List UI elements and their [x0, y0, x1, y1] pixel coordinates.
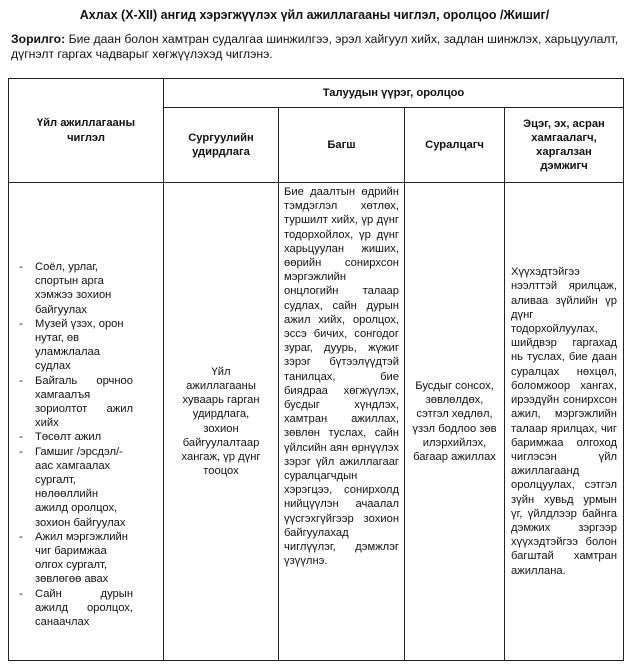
activity-item: - Соёл, урлаг, спортын арга хэмжээ зохион байгуулах: [35, 260, 133, 317]
activity-item: - Гамшиг /эрсдэл/-аас хамгаалах сургалт, нөлөөллийн ажилд оролцох, зохион байгуулах: [35, 445, 133, 530]
activity-item: - Сайн дурын ажилд оролцох, санаачлах: [35, 587, 133, 630]
header-activity: Үйл ажиллагааны чиглэл: [9, 79, 164, 183]
activity-item: - Байгаль орчноо хамгаалъя зориолтот ажил хийх: [35, 374, 133, 431]
goal-text: Бие даан болон хамтран судалгаа шинжилгээ, эрэл хайгуул хийх, задлан шинжлэх, харьцуулалт, дүгнэлт гаргах чадварыг хөгжүүлэхэд чиглэнэ.: [11, 32, 619, 61]
teacher-cell: Бие даалтын өдрийн тэмдэглэл хөтлөх, туршилт хийх, үр дүнг тодорхойлох, үр дүнг харьцуулан жиших, өөрийн сонирхсон мэргэжлийн онцлогийн талаар судлах, сайн дурын ажил хийх, оролцох, эссэ бичих, сонгодог зураг, дуурь, жүжиг зэрэг бүтээлүүдтэй танилцах, бие биядраа хөгжүүлэх, бусдыг хүндлэх, хамтран ажиллах, зөвлөн туслах, сайн үйлсийн аян өрнүүлэх зэрэг үйл ажиллагааг суралцагчдын хэрэгцээ, сонирхолд нийцүүлэн ачаалал үүсгэхгүйгээр зохион байгуулахад чиглүүлэг, дэмжлэг үзүүлнэ.: [279, 183, 405, 661]
activity-item: - Төсөлт ажил: [35, 430, 133, 444]
header-admin: Сургуулийн удирдлага: [164, 108, 279, 183]
admin-cell: Үйл ажиллагааны хуваарь гарган удирдлага, зохион байгуулалтаар хангаж, үр дүнг тооцох: [164, 183, 279, 661]
roles-table: [8, 78, 624, 661]
table-body-row: [9, 183, 624, 661]
table-header-row: [9, 79, 624, 108]
activity-list: [13, 260, 133, 629]
student-cell: Бусдыг сонсох, зөвлөлдөх, сэтгэл хөдлөл, үзэл бодлоо зөв илэрхийлэх, багаар ажиллах: [405, 183, 505, 661]
parent-cell: Хүүхэдтэйгээ нээлттэй ярилцаж, аливаа зүйлийн үр дүнг тодорхойлуулах, шийдвэр гаргахад нь туслах, бие даан суралцах нөхцөл, боломжоор хангах, ирээдүйн сонирхсон ажил, мэргэжлийн талаар ярилцах, чиг баримжаа олгоход чиглэсэн үйл ажиллагаанд оролцуулах, сэтгэл зүйн хувьд урмын үг, үйлдлээр байнга дэмжих зэргээр хүүхэдтэйгээ болон багштай хамтран ажиллана.: [505, 183, 624, 661]
header-teacher: Багш: [279, 108, 405, 183]
goal-paragraph: [11, 32, 623, 62]
header-parent: Эцэг, эх, асран хамгаалагч, харгалзан дэмжигч: [505, 108, 624, 183]
header-student: Суралцагч: [405, 108, 505, 183]
activity-cell: [9, 183, 164, 661]
goal-label: Зорилго:: [11, 32, 66, 46]
activity-item: - Ажил мэргэжлийн чиг баримжаа олгох сургалт, зөвлөгөө авах: [35, 530, 133, 587]
document-title: Ахлах (X-XII) ангид хэрэгжүүлэх үйл ажиллагааны чиглэл, оролцоо /Жишиг/: [79, 8, 550, 22]
activity-item: - Музей үзэх, орон нутаг, өв уламжлалаа судлах: [35, 317, 133, 374]
header-roles: Талуудын үүрэг, оролцоо: [164, 79, 624, 108]
